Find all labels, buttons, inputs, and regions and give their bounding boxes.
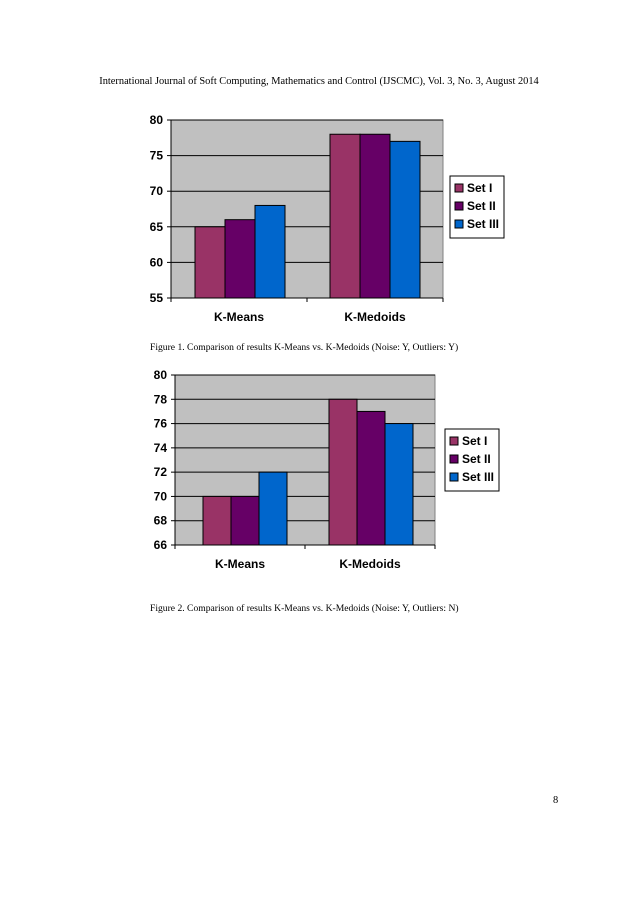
legend-label: Set I — [467, 181, 493, 195]
y-tick-label: 55 — [149, 291, 163, 305]
bar-k-medoids-set-3 — [390, 141, 420, 298]
legend-swatch — [450, 455, 458, 463]
bar-k-medoids-set-1 — [330, 134, 360, 298]
running-header: International Journal of Soft Computing, Mathematics and Control (IJSCMC), Vol. 3, No. 3, August 2014 — [99, 76, 539, 87]
figure-2-chart — [0, 365, 638, 580]
y-tick-label: 80 — [149, 113, 163, 127]
y-tick-label: 75 — [149, 148, 163, 163]
legend-label: Set III — [462, 470, 495, 484]
x-category-label: K-Means — [214, 557, 266, 571]
figure-1-svg — [0, 110, 638, 325]
bar-k-means-set-3 — [255, 205, 285, 298]
bar-k-medoids-set-1 — [329, 399, 357, 545]
legend-swatch — [455, 220, 463, 228]
bar-k-medoids-set-3 — [385, 424, 413, 545]
legend-label: Set II — [467, 199, 496, 213]
figure-2-caption: Figure 2. Comparison of results K-Means vs. K-Medoids (Noise: Y, Outliers: N) — [150, 603, 459, 614]
bar-k-means-set-2 — [225, 220, 255, 298]
y-tick-label: 78 — [153, 392, 167, 407]
figure-1-chart — [0, 110, 638, 325]
y-tick-label: 70 — [153, 489, 167, 504]
legend-label: Set III — [467, 217, 500, 231]
bar-k-medoids-set-2 — [357, 411, 385, 545]
legend-swatch — [455, 184, 463, 192]
y-tick-label: 65 — [149, 219, 163, 234]
y-tick-label: 76 — [153, 416, 167, 431]
bar-k-means-set-2 — [231, 496, 259, 545]
bar-k-means-set-1 — [203, 496, 231, 545]
figure-2-svg — [0, 365, 638, 580]
page-number: 8 — [553, 795, 559, 806]
bar-k-means-set-3 — [259, 472, 287, 545]
legend-label: Set I — [462, 434, 488, 448]
x-category-label: K-Means — [213, 310, 265, 324]
legend-label: Set II — [462, 452, 491, 466]
y-tick-label: 70 — [149, 184, 163, 199]
legend-swatch — [455, 202, 463, 210]
bar-k-medoids-set-2 — [360, 134, 390, 298]
figure-1-caption: Figure 1. Comparison of results K-Means vs. K-Medoids (Noise: Y, Outliers: Y) — [150, 342, 459, 353]
x-category-label: K-Medoids — [344, 310, 406, 324]
y-tick-label: 74 — [153, 440, 167, 455]
bar-k-means-set-1 — [195, 227, 225, 298]
y-tick-label: 66 — [153, 538, 167, 552]
y-tick-label: 72 — [153, 465, 167, 480]
legend-swatch — [450, 473, 458, 481]
y-tick-label: 60 — [149, 255, 163, 270]
y-tick-label: 80 — [153, 368, 167, 382]
y-tick-label: 68 — [153, 513, 167, 528]
legend-swatch — [450, 437, 458, 445]
x-category-label: K-Medoids — [339, 557, 401, 571]
